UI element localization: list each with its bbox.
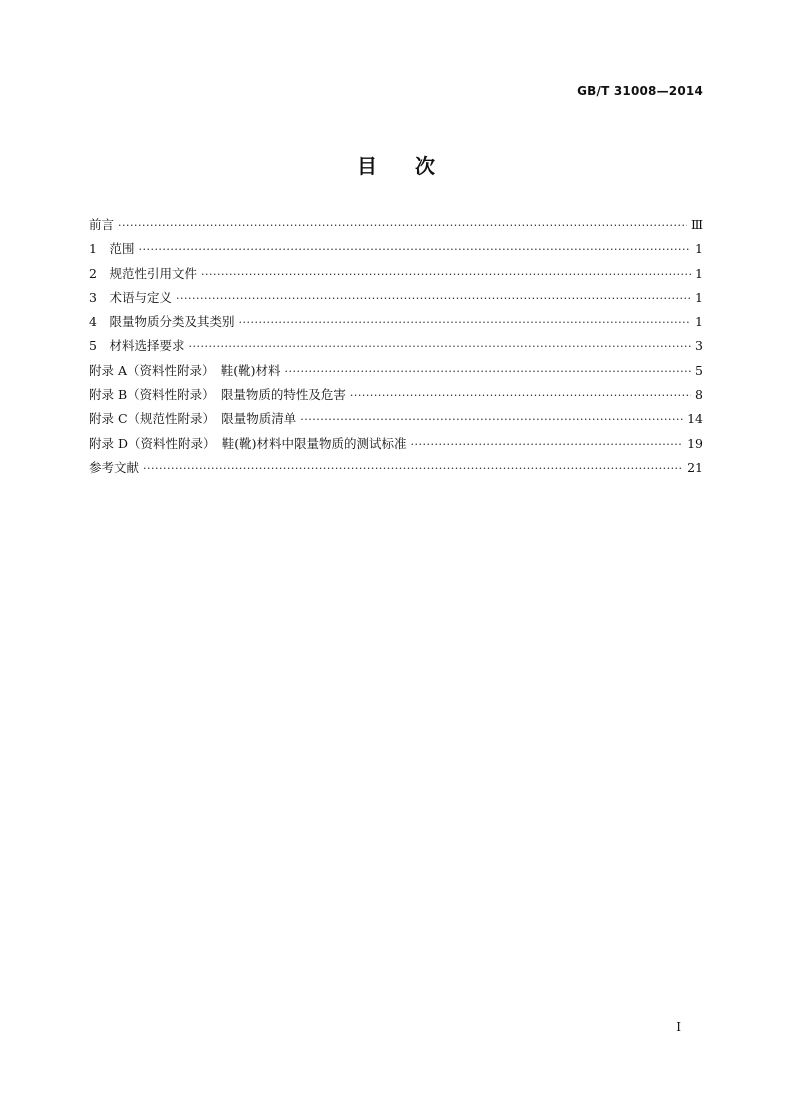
toc-item-page: 5 <box>695 362 703 378</box>
toc-leader-dots <box>188 340 691 353</box>
toc-item-material-selection[interactable] <box>89 336 703 360</box>
toc-item-preface[interactable] <box>89 215 703 239</box>
page-title: 目次 <box>357 154 473 178</box>
toc-leader-dots <box>201 268 691 281</box>
toc-item-page: 3 <box>695 338 703 354</box>
toc-item-annex-b[interactable] <box>89 385 703 409</box>
toc-item-page: Ⅲ <box>690 217 703 232</box>
toc-leader-dots <box>138 243 691 256</box>
toc-item-terms-definitions[interactable] <box>89 288 703 312</box>
toc-item-page: 1 <box>695 314 703 330</box>
toc-item-label: 2 规范性引用文件 <box>89 265 197 281</box>
toc-leader-dots <box>143 462 683 475</box>
toc-item-page: 21 <box>687 459 703 475</box>
toc-leader-dots <box>118 219 687 232</box>
page-number: Ⅰ <box>676 1020 681 1034</box>
toc-item-label: 1 范围 <box>89 241 135 257</box>
toc-item-page: 1 <box>695 265 703 281</box>
toc-item-label: 前言 <box>89 217 115 232</box>
toc-item-page: 1 <box>695 241 703 257</box>
table-of-contents <box>89 215 703 482</box>
toc-item-normative-references[interactable] <box>89 264 703 288</box>
toc-item-page: 8 <box>695 387 703 403</box>
toc-leader-dots <box>176 292 691 305</box>
toc-leader-dots <box>411 438 684 451</box>
toc-leader-dots <box>350 389 691 402</box>
toc-item-page: 19 <box>687 435 703 451</box>
toc-item-label: 附录 D（资料性附录） 鞋(靴)材料中限量物质的测试标准 <box>89 435 407 451</box>
toc-item-bibliography[interactable] <box>89 458 703 482</box>
toc-leader-dots <box>300 413 683 426</box>
toc-item-label: 附录 C（规范性附录） 限量物质清单 <box>89 411 297 427</box>
toc-item-label: 附录 B（资料性附录） 限量物质的特性及危害 <box>89 387 346 403</box>
toc-item-label: 5 材料选择要求 <box>89 338 185 354</box>
toc-item-annex-a[interactable] <box>89 361 703 385</box>
toc-item-classification[interactable] <box>89 312 703 336</box>
toc-leader-dots <box>285 365 691 378</box>
toc-item-scope[interactable] <box>89 239 703 263</box>
toc-item-annex-d[interactable] <box>89 434 703 458</box>
document-code: GB/T 31008—2014 <box>577 84 703 98</box>
toc-item-label: 参考文献 <box>89 459 140 475</box>
toc-item-annex-c[interactable] <box>89 409 703 433</box>
toc-leader-dots <box>238 316 691 329</box>
toc-item-page: 14 <box>687 411 703 427</box>
toc-item-label: 附录 A（资料性附录） 鞋(靴)材料 <box>89 362 281 378</box>
toc-item-label: 4 限量物质分类及其类别 <box>89 314 235 330</box>
toc-item-page: 1 <box>695 289 703 305</box>
toc-item-label: 3 术语与定义 <box>89 289 172 305</box>
